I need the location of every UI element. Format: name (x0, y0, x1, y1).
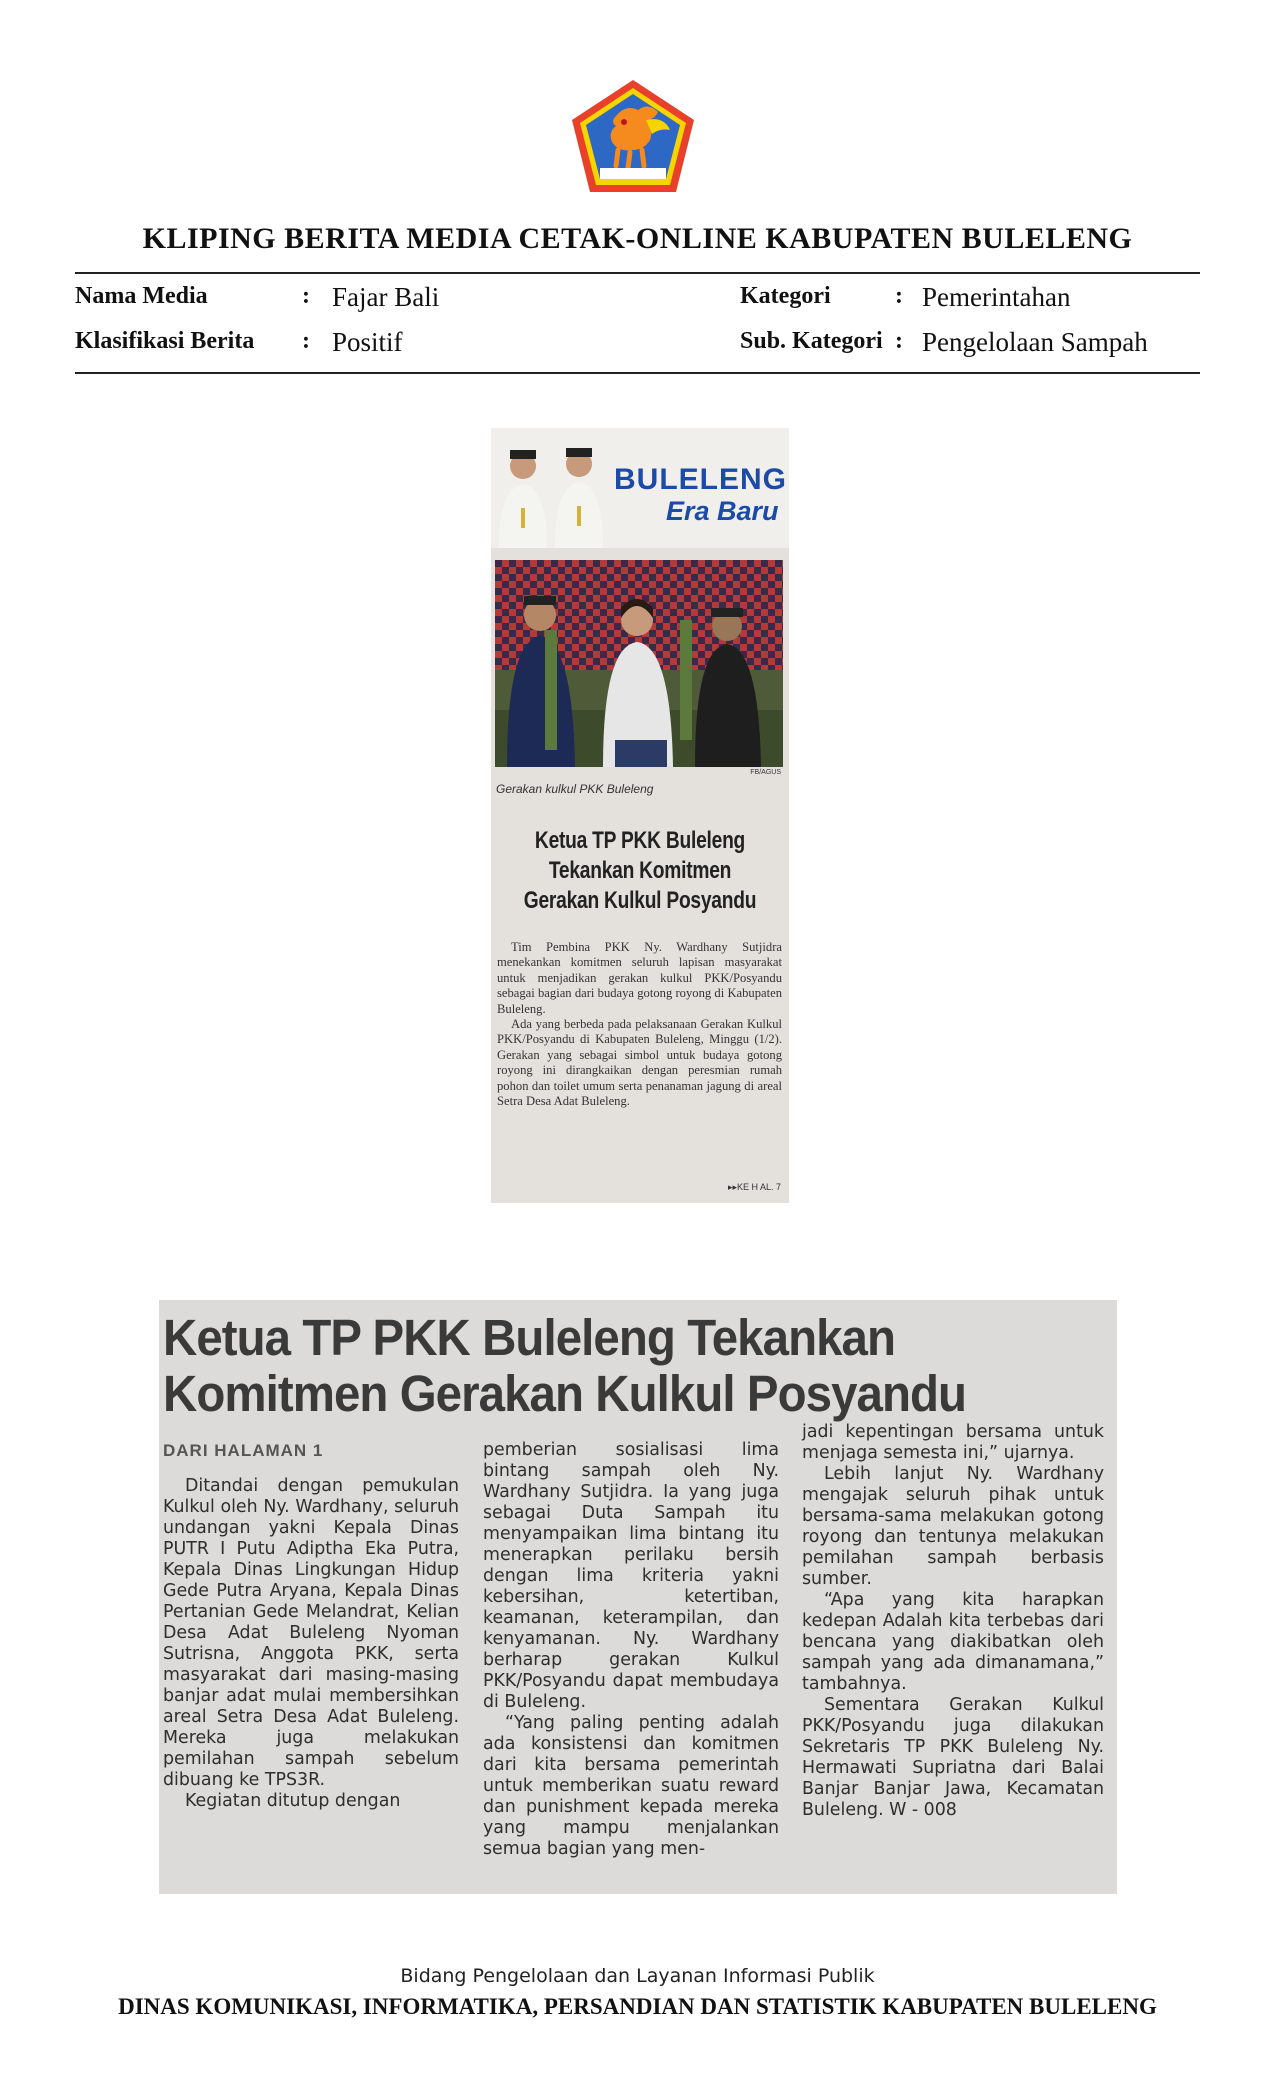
from-page-label: DARI HALAMAN 1 (163, 1441, 324, 1460)
media-colon: : (302, 283, 310, 309)
continued-marker: ▸▸KE H AL. 7 (727, 1182, 781, 1192)
klasifikasi-colon: : (302, 328, 310, 354)
top-divider (75, 272, 1200, 274)
kategori-colon: : (895, 283, 903, 309)
footer-division: Bidang Pengelolaan dan Layanan Informasi Publik (400, 1965, 875, 1987)
continued-headline (163, 1310, 1047, 1422)
kategori-value: Pemerintahan (922, 282, 1071, 312)
col1-paragraph-2: Kegiatan ditutup dengan (185, 1791, 401, 1811)
singa-ambara-raja-emblem-icon (566, 76, 700, 198)
media-value: Fajar Bali (332, 282, 440, 312)
bottom-divider (75, 372, 1200, 374)
continued-headline-line-2: Komitmen Gerakan Kulkul Posyandu (163, 1365, 967, 1422)
article-column-1 (163, 1476, 459, 1812)
col2-paragraph-2: “Yang paling penting adalah ada konsistensi dan komitmen dari kita bersama pemerintah untuk memberikan suatu reward dan punishment kepada mereka yang mampu menjalankan semua bagian yang men- (483, 1713, 779, 1859)
col3-paragraph-2: Lebih lanjut Ny. Wardhany mengajak seluruh pihak untuk bersama-sama melakukan gotong royong dan tentunya melakukan pemilahan sampah berbasis sumber. (802, 1464, 1104, 1589)
col2-paragraph-1: pemberian sosialisasi lima bintang sampah oleh Ny. Wardhany Sutjidra. Ia yang juga sebagai Duta Sampah itu menyampaikan lima bintang itu menerapkan perilaku bersih dengan lima kriteria yakni kebersihan, ketertiban, keamanan, keterampilan, dan kenyamanan. Ny. Wardhany berharap gerakan Kulkul PKK/Posyandu dapat membudaya di Buleleng. (483, 1440, 779, 1712)
klasifikasi-value: Positif (332, 327, 403, 357)
footer-agency: DINAS KOMUNIKASI, INFORMATIKA, PERSANDIAN DAN STATISTIK KABUPATEN BULELENG (118, 1994, 1157, 2019)
col3-paragraph-1: jadi kepentingan bersama untuk menjaga semesta ini,” ujarnya. (802, 1422, 1104, 1463)
banner-subtitle: Era Baru (666, 496, 779, 526)
subkategori-colon: : (895, 328, 903, 354)
buleleng-era-baru-banner (491, 428, 789, 548)
col3-paragraph-4: Sementara Gerakan Kulkul PKK/Posyandu juga dilakukan Sekretaris TP PKK Buleleng Ny. Hermawati Supriatna dari Balai Banjar Banjar Jawa, Kecamatan Buleleng. W - 008 (802, 1695, 1104, 1820)
page-title: KLIPING BERITA MEDIA CETAK-ONLINE KABUPATEN BULELENG (142, 222, 1133, 255)
officials-portrait-image (491, 428, 611, 548)
front-headline-line-3: Gerakan Kulkul Posyandu (523, 887, 757, 914)
front-paragraph-2: Ada yang berbeda pada pelaksanaan Gerakan Kulkul PKK/Posyandu di Kabupaten Buleleng, Minggu (1/2). Gerakan yang sebagai simbol untuk budaya gotong royong ini dirangkaikan dengan peresmian rumah pohon dan toilet umum serta penanaman jagung di areal Setra Desa Adat Buleleng. (497, 1017, 782, 1109)
kategori-label: Kategori (740, 283, 831, 309)
article-column-3 (802, 1422, 1104, 1821)
col1-paragraph-1: Ditandai dengan pemukulan Kulkul oleh Ny. Wardhany, seluruh undangan yakni Kepala Dinas PUTR I Putu Adiptha Eka Putra, Kepala Dinas Lingkungan Hidup Gede Putra Aryana, Kepala Dinas Pertanian Gede Melandrat, Kelian Desa Adat Buleleng Nyoman Sutrisna, Anggota PKK, serta masyarakat dari masing-masing banjar adat mulai membersihkan areal Setra Desa Adat Buleleng. Mereka juga melakukan pemilahan sampah sebelum dibuang ke TPS3R. (163, 1476, 459, 1790)
media-label: Nama Media (75, 283, 208, 309)
front-headline-line-1: Ketua TP PKK Buleleng (534, 827, 746, 854)
subkategori-label: Sub. Kategori (740, 328, 883, 354)
front-headline-line-2: Tekankan Komitmen (548, 857, 732, 884)
continued-headline-line-1: Ketua TP PKK Buleleng Tekankan (163, 1309, 896, 1366)
article-column-2 (483, 1440, 779, 1860)
banner-title: BULELENG (614, 463, 787, 496)
photo-credit: FB/AGUS (750, 769, 781, 776)
front-article-body (497, 940, 782, 1109)
klasifikasi-label: Klasifikasi Berita (75, 328, 255, 354)
front-headline (521, 826, 759, 916)
subkategori-value: Pengelolaan Sampah (922, 327, 1148, 357)
photo-caption: Gerakan kulkul PKK Buleleng (496, 782, 654, 796)
newspaper-clipping-continued (159, 1300, 1117, 1894)
kulkul-event-photo (495, 560, 783, 767)
col3-paragraph-3: “Apa yang kita harapkan kedepan Adalah kita terbebas dari bencana yang diakibatkan oleh sampah yang ada dimanamana,” tambahnya. (802, 1590, 1104, 1694)
newspaper-clipping-front (491, 428, 789, 1203)
front-paragraph-1: Tim Pembina PKK Ny. Wardhany Sutjidra menekankan komitmen seluruh lapisan masyarakat untuk menjadikan gerakan kulkul PKK/Posyandu sebagai bagian dari budaya gotong royong di Kabupaten Buleleng. (497, 940, 782, 1016)
